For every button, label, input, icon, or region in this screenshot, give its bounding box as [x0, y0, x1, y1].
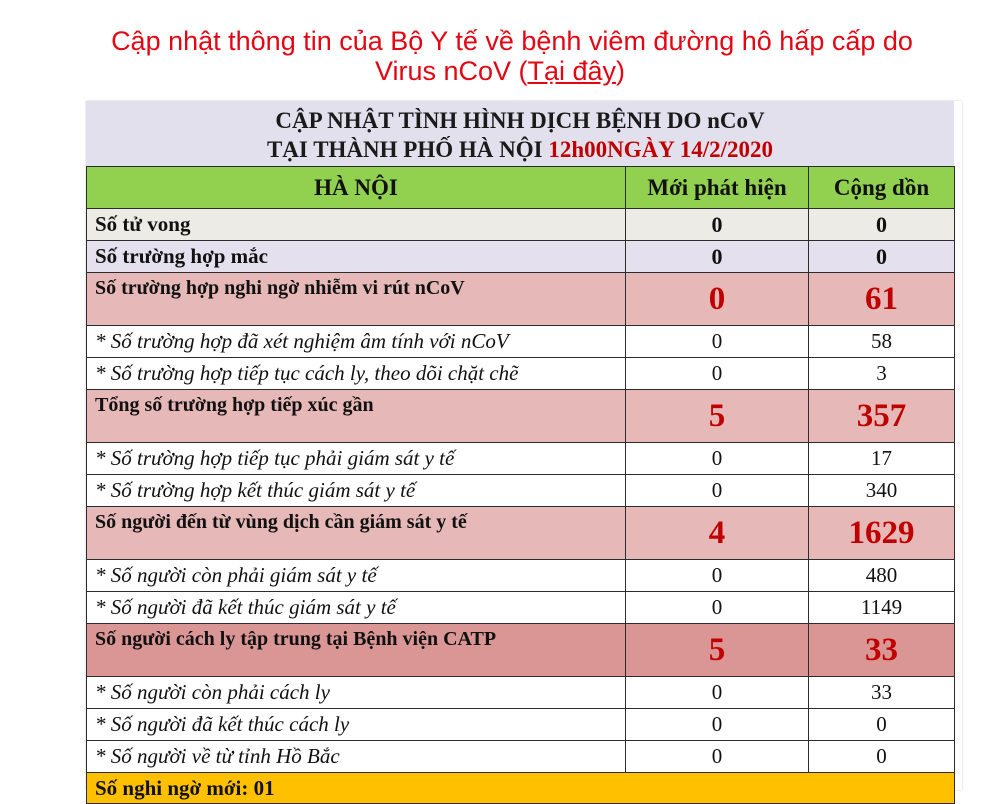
row-total: 340: [809, 475, 955, 507]
table-row-highlight: [87, 507, 955, 560]
table-footer-row: [87, 773, 955, 804]
headline-line-2: [0, 56, 1000, 86]
table-row: [87, 443, 955, 475]
row-new: 0: [626, 677, 809, 709]
table-row-highlight: [87, 273, 955, 326]
row-new: 5: [626, 624, 809, 677]
table-row-highlight: [87, 624, 955, 677]
row-new: 5: [626, 390, 809, 443]
row-total: 0: [809, 741, 955, 773]
row-label: * Số trường hợp tiếp tục phải giám sát y tế: [87, 443, 626, 475]
sheet-title-location: TẠI THÀNH PHỐ HÀ NỘI: [266, 137, 549, 162]
new-suspected-count: Số nghi ngờ mới: 01: [87, 773, 955, 804]
row-total: 0: [809, 709, 955, 741]
row-label: Số trường hợp nghi ngờ nhiễm vi rút nCoV: [87, 273, 626, 326]
headline-line-2-suffix: ): [616, 56, 626, 86]
row-label: Số người đến từ vùng dịch cần giám sát y tế: [87, 507, 626, 560]
header-new: Mới phát hiện: [626, 167, 809, 209]
row-total: 1629: [809, 507, 955, 560]
table-header-row: [87, 167, 955, 209]
header-total: Cộng dồn: [809, 167, 955, 209]
table-row: [87, 326, 955, 358]
row-total: 480: [809, 560, 955, 592]
table-row: [87, 592, 955, 624]
table-row: [87, 241, 955, 273]
row-new: 0: [626, 326, 809, 358]
infographic-card: [86, 101, 962, 800]
row-new: 4: [626, 507, 809, 560]
table-row: [87, 709, 955, 741]
row-total: 1149: [809, 592, 955, 624]
table-row: [87, 677, 955, 709]
sheet-title-line-2: [86, 135, 954, 164]
row-total: 0: [809, 209, 955, 241]
row-new: 0: [626, 475, 809, 507]
row-new: 0: [626, 241, 809, 273]
row-total: 17: [809, 443, 955, 475]
row-new: 0: [626, 560, 809, 592]
row-label: Số tử vong: [87, 209, 626, 241]
row-new: 0: [626, 741, 809, 773]
table-row: [87, 560, 955, 592]
row-total: 33: [809, 624, 955, 677]
row-total: 0: [809, 241, 955, 273]
row-label: * Số người còn phải giám sát y tế: [87, 560, 626, 592]
row-label: * Số trường hợp tiếp tục cách ly, theo dõi chặt chẽ: [87, 358, 626, 390]
row-label: * Số người đã kết thúc giám sát y tế: [87, 592, 626, 624]
sheet-title-line-1: CẬP NHẬT TÌNH HÌNH DỊCH BỆNH DO nCoV: [275, 108, 765, 133]
sheet-title-date: 12h00NGÀY 14/2/2020: [548, 137, 774, 162]
row-label: * Số người đã kết thúc cách ly: [87, 709, 626, 741]
row-new: 0: [626, 209, 809, 241]
header-area: HÀ NỘI: [87, 167, 626, 209]
sheet-title: [86, 101, 954, 171]
row-new: 0: [626, 592, 809, 624]
table-row: [87, 475, 955, 507]
row-total: 3: [809, 358, 955, 390]
row-total: 357: [809, 390, 955, 443]
details-link[interactable]: Tại đây: [527, 56, 617, 86]
row-label: Tổng số trường hợp tiếp xúc gần: [87, 390, 626, 443]
stats-table: [86, 166, 955, 804]
table-row-highlight: [87, 390, 955, 443]
row-label: * Số trường hợp kết thúc giám sát y tế: [87, 475, 626, 507]
table-row: [87, 209, 955, 241]
headline-line-2-prefix: Virus nCoV (: [374, 56, 528, 86]
row-label: * Số người về từ tỉnh Hồ Bắc: [87, 741, 626, 773]
row-label: Số trường hợp mắc: [87, 241, 626, 273]
row-label: * Số trường hợp đã xét nghiệm âm tính với nCoV: [87, 326, 626, 358]
row-new: 0: [626, 273, 809, 326]
headline: [0, 26, 1000, 86]
headline-line-1: Cập nhật thông tin của Bộ Y tế về bệnh viêm đường hô hấp cấp do: [111, 26, 913, 56]
row-label: Số người cách ly tập trung tại Bệnh viện CATP: [87, 624, 626, 677]
table-row: [87, 741, 955, 773]
row-label: * Số người còn phải cách ly: [87, 677, 626, 709]
row-new: 0: [626, 709, 809, 741]
row-new: 0: [626, 358, 809, 390]
row-total: 61: [809, 273, 955, 326]
row-total: 58: [809, 326, 955, 358]
row-new: 0: [626, 443, 809, 475]
row-total: 33: [809, 677, 955, 709]
table-row: [87, 358, 955, 390]
